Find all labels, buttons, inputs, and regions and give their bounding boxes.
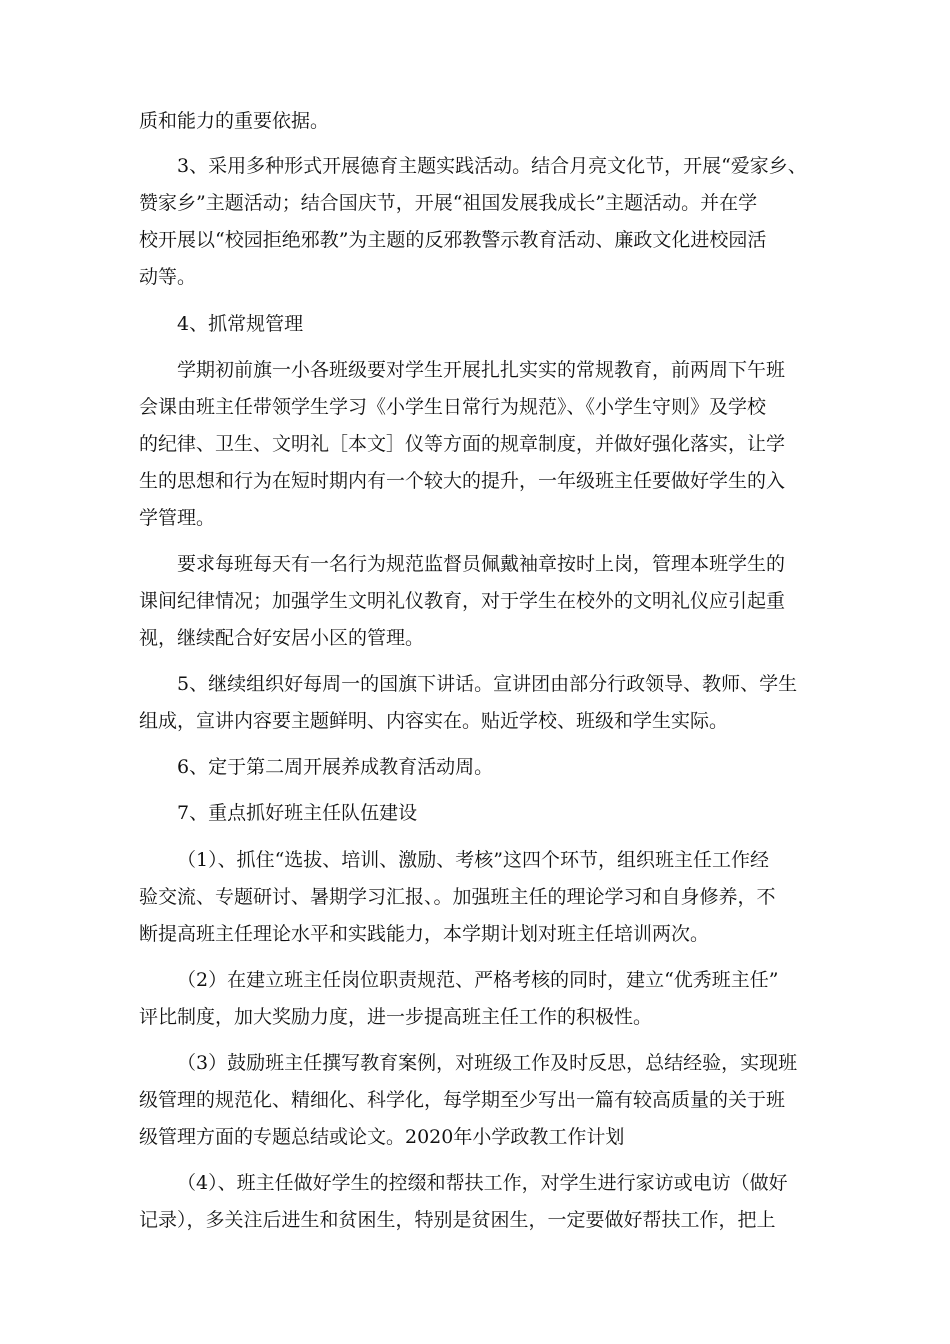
line-text: 课间纪律情况；加强学生文明礼仪教育，对于学生在校外的文明礼仪应引起重 [139,590,786,612]
line-text: （2）在建立班主任岗位职责规范、严格考核的同时，建立“优秀班主任” [177,969,779,991]
line-text: 学期初前旗一小各班级要对学生开展扎扎实实的常规教育，前两周下午班 [177,359,786,381]
line-text: 4、抓常规管理 [177,313,304,335]
text-line [0,106,950,136]
text-line [0,1122,950,1152]
text-line [0,309,950,339]
text-line [0,549,950,579]
text-line [0,919,950,949]
text-line [0,188,950,218]
line-text: 会课由班主任带领学生学习《小学生日常行为规范》、《小学生守则》及学校 [139,396,767,418]
line-text: 级管理的规范化、精细化、科学化，每学期至少写出一篇有较高质量的关于班 [139,1089,786,1111]
line-text: 5、继续组织好每周一的国旗下讲话。宣讲团由部分行政领导、教师、学生 [177,673,798,695]
line-text: 视，继续配合好安居小区的管理。 [139,627,425,649]
text-line [0,798,950,828]
text-line [0,262,950,292]
line-text: 评比制度，加大奖励力度，进一步提高班主任工作的积极性。 [139,1006,653,1028]
text-line [0,669,950,699]
line-text: （4）、班主任做好学生的控缀和帮扶工作，对学生进行家访或电访（做好 [177,1172,788,1194]
text-line [0,225,950,255]
line-text: 验交流、专题研讨、暑期学习汇报、。加强班主任的理论学习和自身修养，不 [139,886,776,908]
line-text: （1）、抓住“选拔、培训、激励、考核”这四个环节，组织班主任工作经 [177,849,770,871]
text-line [0,355,950,385]
text-line [0,845,950,875]
text-line [0,965,950,995]
text-line [0,1048,950,1078]
line-text: 7、重点抓好班主任队伍建设 [177,802,418,824]
line-text: 动等。 [139,266,197,288]
line-text: 级管理方面的专题总结或论文。2020年小学政教工作计划 [139,1126,625,1148]
line-text: 3、采用多种形式开展德育主题实践活动。结合月亮文化节，开展“爱家乡、 [177,155,807,177]
line-text: 赞家乡”主题活动；结合国庆节，开展“祖国发展我成长”主题活动。并在学 [139,192,758,214]
text-line [0,1085,950,1115]
line-text: 要求每班每天有一名行为规范监督员佩戴袖章按时上岗，管理本班学生的 [177,553,786,575]
line-text: 6、定于第二周开展养成教育活动周。 [177,756,494,778]
text-line [0,1205,950,1235]
line-text: 的纪律、卫生、文明礼［本文］仪等方面的规章制度，并做好强化落实，让学 [139,433,786,455]
text-line [0,429,950,459]
line-text: 组成，宣讲内容要主题鲜明、内容实在。贴近学校、班级和学生实际。 [139,710,729,732]
text-line [0,882,950,912]
text-line [0,1168,950,1198]
line-text: 校开展以“校园拒绝邪教”为主题的反邪教警示教育活动、廉政文化进校园活 [139,229,767,251]
line-text: 断提高班主任理论水平和实践能力，本学期计划对班主任培训两次。 [139,923,710,945]
text-line [0,1002,950,1032]
text-line [0,151,950,181]
text-line [0,706,950,736]
text-line [0,586,950,616]
line-text: （3）鼓励班主任撰写教育案例，对班级工作及时反思，总结经验，实现班 [177,1052,798,1074]
line-text: 生的思想和行为在短时期内有一个较大的提升，一年级班主任要做好学生的入 [139,470,786,492]
text-line [0,503,950,533]
line-text: 记录），多关注后进生和贫困生，特别是贫困生，一定要做好帮扶工作，把上 [139,1209,776,1231]
text-line [0,752,950,782]
line-text: 学管理。 [139,507,216,529]
text-line [0,466,950,496]
line-text: 质和能力的重要依据。 [139,110,330,132]
text-line [0,623,950,653]
text-line [0,392,950,422]
